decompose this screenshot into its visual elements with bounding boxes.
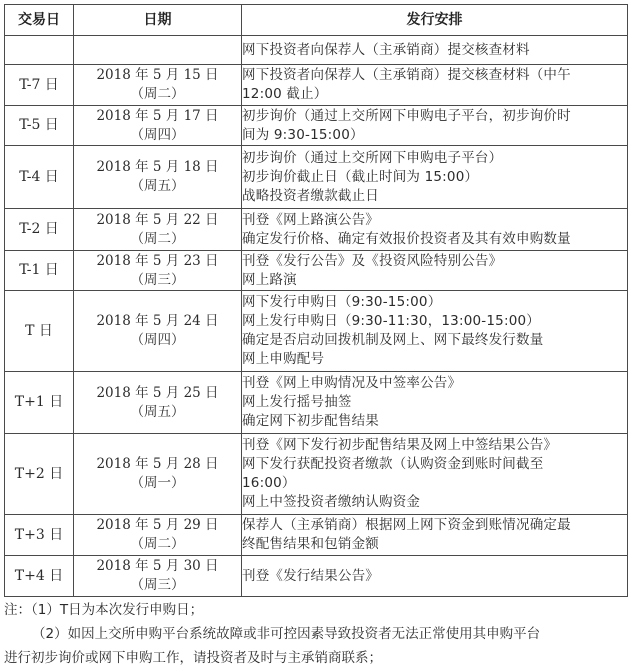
date-text: 2018 年 5 月 30 日 xyxy=(96,558,219,574)
arrangement-line: 网上发行摇号抽签 xyxy=(242,394,352,410)
table-row xyxy=(5,209,628,251)
trade-day-cell: T+4 日 xyxy=(5,556,74,597)
arrangement-line: 刊登《网上路演公告》 xyxy=(242,211,379,228)
arrangement-cell xyxy=(242,556,628,597)
arrangement-cell xyxy=(242,209,628,251)
arrangement-cell xyxy=(242,65,628,106)
table-row xyxy=(5,556,628,597)
table-row xyxy=(5,434,628,515)
weekday-text: （周四） xyxy=(130,126,185,143)
arrangement-cell xyxy=(242,146,628,209)
date-cell xyxy=(74,515,242,556)
weekday-text: （周五） xyxy=(130,403,185,420)
date-text: 2018 年 5 月 22 日 xyxy=(96,211,219,228)
issuance-schedule-table xyxy=(4,4,628,597)
header-trade-day: 交易日 xyxy=(5,5,74,36)
weekday-text: （周二） xyxy=(130,230,185,247)
date-text: 2018 年 5 月 29 日 xyxy=(96,517,219,533)
arrangement-line: 初步询价截止日（截止时间为 15:00） xyxy=(242,168,479,185)
weekday-text: （周五） xyxy=(130,178,185,194)
trade-day-cell: T-7 日 xyxy=(5,65,74,106)
date-cell xyxy=(74,291,242,372)
weekday-text: （周二） xyxy=(130,86,185,102)
trade-day-cell: T 日 xyxy=(5,291,74,372)
date-cell xyxy=(74,556,242,597)
table-row xyxy=(5,291,628,372)
trade-day-cell: T+1 日 xyxy=(5,372,74,434)
trade-day-cell: T+2 日 xyxy=(5,434,74,515)
arrangement-line: 刊登《发行公告》及《投资风险特别公告》 xyxy=(242,252,503,269)
arrangement-line: 网下投资者向保荐人（主承销商）提交核查材料（中午 xyxy=(242,67,571,83)
weekday-text: （周三） xyxy=(130,271,185,288)
arrangement-line: 刊登《网上申购情况及中签率公告》 xyxy=(242,375,462,391)
arrangement-line: 初步询价（通过上交所网下申购电子平台，初步询价时 xyxy=(242,107,571,124)
table-row xyxy=(5,515,628,556)
arrangement-cell xyxy=(242,36,628,65)
date-cell xyxy=(74,146,242,209)
date-cell xyxy=(74,372,242,434)
arrangement-line: 网上路演 xyxy=(242,271,297,288)
weekday-text: （周四） xyxy=(130,332,185,348)
weekday-text: （周二） xyxy=(130,536,185,552)
note-2: （2）如因上交所申购平台系统故障或非可控因素导致投资者无法正常使用其申购平台 xyxy=(32,626,541,642)
arrangement-line: 确定发行价格、确定有效报价投资者及其有效申购数量 xyxy=(242,230,571,247)
trade-day-cell: T-4 日 xyxy=(5,146,74,209)
table-row xyxy=(5,36,628,65)
arrangement-line: 确定是否启动回拨机制及网上、网下最终发行数量 xyxy=(242,332,544,348)
table-body xyxy=(5,36,628,597)
trade-day-cell: T-2 日 xyxy=(5,209,74,251)
arrangement-line: 16:00） xyxy=(242,475,296,491)
trade-day-cell: T-1 日 xyxy=(5,251,74,291)
table-row xyxy=(5,251,628,291)
arrangement-line: 网下发行申购日（9:30-15:00） xyxy=(242,294,442,310)
arrangement-line: 刊登《网下发行初步配售结果及网上中签结果公告》 xyxy=(242,437,558,453)
date-text: 2018 年 5 月 25 日 xyxy=(96,384,219,401)
note-1: 注：（1）T日为本次发行申购日； xyxy=(4,602,204,618)
arrangement-line: 战略投资者缴款截止日 xyxy=(242,187,379,204)
table-row xyxy=(5,65,628,106)
table-row xyxy=(5,372,628,434)
arrangement-cell xyxy=(242,251,628,291)
date-text: 2018 年 5 月 18 日 xyxy=(96,159,219,175)
arrangement-line: 确定网下初步配售结果 xyxy=(242,413,379,429)
arrangement-line: 网上中签投资者缴纳认购资金 xyxy=(242,494,421,510)
arrangement-cell xyxy=(242,434,628,515)
trade-day-cell: T-5 日 xyxy=(5,106,74,146)
date-cell xyxy=(74,36,242,65)
arrangement-line: 保荐人（主承销商）根据网上网下资金到账情况确定最 xyxy=(242,517,571,533)
arrangement-cell xyxy=(242,291,628,372)
date-cell xyxy=(74,434,242,515)
date-text: 2018 年 5 月 28 日 xyxy=(96,456,219,472)
arrangement-line: 网下发行获配投资者缴款（认购资金到账时间截至 xyxy=(242,456,544,472)
footnotes xyxy=(4,598,626,670)
trade-day-cell: T+3 日 xyxy=(5,515,74,556)
arrangement-line: 间为 9:30-15:00） xyxy=(242,126,364,143)
arrangement-line: 初步询价（通过上交所网下申购电子平台） xyxy=(242,149,503,166)
arrangement-line: 12:00 截止） xyxy=(242,86,328,102)
date-cell xyxy=(74,65,242,106)
table-header-row xyxy=(5,5,628,36)
arrangement-line: 终配售结果和包销金额 xyxy=(242,536,379,552)
header-arrangement: 发行安排 xyxy=(242,5,628,36)
header-date: 日期 xyxy=(74,5,242,36)
weekday-text: （周三） xyxy=(130,577,185,593)
table-row xyxy=(5,106,628,146)
date-text: 2018 年 5 月 15 日 xyxy=(96,67,219,83)
date-cell xyxy=(74,209,242,251)
note-2-continued: 进行初步询价或网下申购工作，请投资者及时与主承销商联系； xyxy=(4,650,382,666)
trade-day-cell xyxy=(5,36,74,65)
date-text: 2018 年 5 月 17 日 xyxy=(96,107,219,124)
arrangement-cell xyxy=(242,515,628,556)
arrangement-cell xyxy=(242,106,628,146)
arrangement-line: 刊登《发行结果公告》 xyxy=(242,567,379,584)
date-cell xyxy=(74,251,242,291)
date-text: 2018 年 5 月 23 日 xyxy=(96,252,219,269)
weekday-text: （周一） xyxy=(130,475,185,491)
arrangement-line: 网下投资者向保荐人（主承销商）提交核查材料 xyxy=(242,41,530,58)
date-cell xyxy=(74,106,242,146)
date-text: 2018 年 5 月 24 日 xyxy=(96,313,219,329)
arrangement-line: 网上申购配号 xyxy=(242,351,325,367)
arrangement-cell xyxy=(242,372,628,434)
arrangement-line: 网上发行申购日（9:30-11:30，13:00-15:00） xyxy=(242,313,540,329)
table-row xyxy=(5,146,628,209)
